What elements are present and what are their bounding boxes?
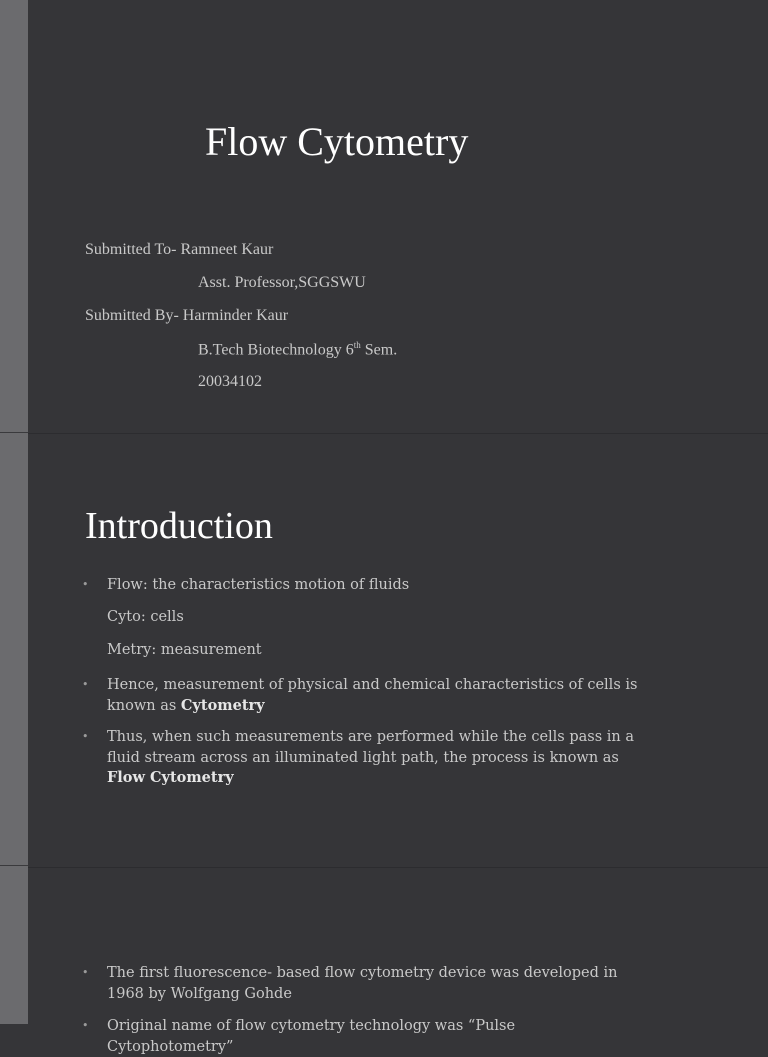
bullet-item: [79, 575, 639, 596]
bullet-item: [79, 727, 639, 789]
strip-separator: [0, 432, 28, 433]
slide-2: [28, 434, 768, 867]
bullet-bold: Cytometry: [180, 696, 265, 714]
bullet-bold: Flow Cytometry: [107, 769, 234, 786]
bullet-text: [107, 675, 639, 716]
submitted-to-role: Asst. Professor,SGGSWU: [198, 274, 366, 291]
bullet-item: [79, 1016, 639, 1057]
bullet-dot-icon: •: [82, 966, 89, 979]
course-prefix: B.Tech Biotechnology 6: [198, 341, 354, 359]
bullet-dot-icon: •: [82, 578, 89, 591]
slide-title: Flow Cytometry: [205, 119, 469, 164]
bullet-text: Original name of flow cytometry technology was “Pulse Cytophotometry”: [107, 1018, 516, 1055]
slide-title: Introduction: [85, 505, 273, 547]
bullet-text: The first fluorescence- based flow cytometry device was developed in 1968 by Wolfgang Gohde: [107, 965, 618, 1002]
course-info: [198, 340, 397, 359]
slide-thumbnail-strip: [0, 0, 28, 1024]
bullet-item: [79, 963, 639, 1004]
bullet-dot-icon: •: [82, 730, 89, 743]
bullet-plain: Hence, measurement of physical and chemical characteristics of cells is known as: [107, 677, 638, 714]
bullet-dot-icon: •: [82, 678, 89, 691]
submitted-by: Submitted By- Harminder Kaur: [85, 307, 289, 324]
bullet-text: Flow: the characteristics motion of fluids: [107, 577, 410, 593]
submitted-to: Submitted To- Ramneet Kaur: [85, 241, 274, 258]
sub-item: Cyto: cells: [107, 609, 184, 625]
slide-1: [28, 0, 768, 433]
bullet-item: [79, 675, 639, 716]
bullet-plain: Thus, when such measurements are performed while the cells pass in a fluid stream across an illuminated light path, the process is known as: [107, 729, 635, 766]
course-suffix: Sem.: [360, 341, 398, 359]
roll-number: 20034102: [198, 373, 262, 390]
course-sup: th: [353, 340, 361, 350]
sub-item: Metry: measurement: [107, 642, 262, 658]
strip-separator: [0, 865, 28, 866]
bullet-text: [107, 727, 639, 789]
slide-3: [28, 868, 768, 1055]
bullet-dot-icon: •: [82, 1019, 89, 1032]
